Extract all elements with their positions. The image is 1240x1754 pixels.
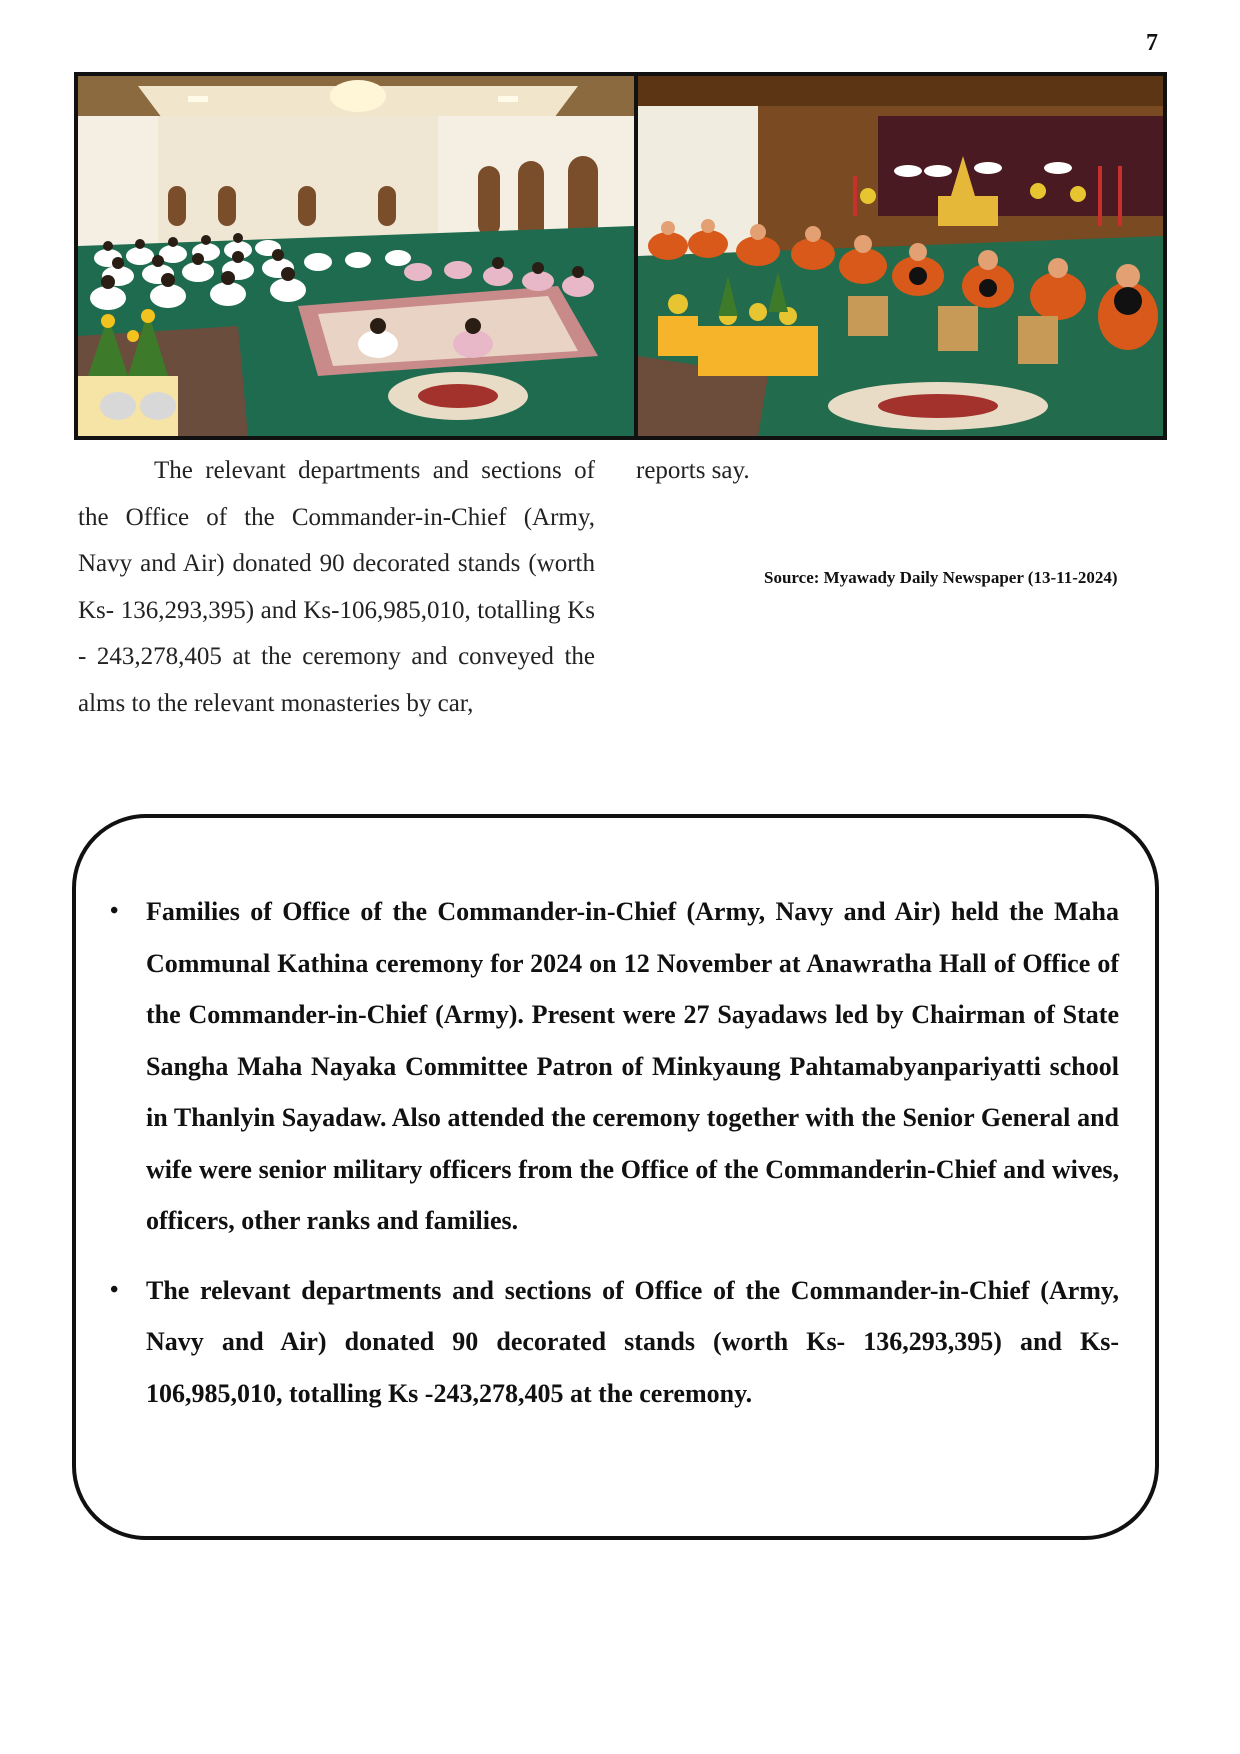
summary-text: Families of Office of the Commander-in-Chief (Army, Navy and Air) held the Maha Communal Kathina ceremony for 2024 on 12 November at Anawratha Hall of Office of the Commander-in-Chief (Army). Present were 27 Sayadaws led by Chairman of State Sangha Maha Nayaka Committee Patron of Minkyaung Pahtamabyanpariyatti school in Thanlyin Sayadaw. Also attended the ceremony together with the Senior General and wife were senior military officers from the Office of the Commanderin-Chief and wives, officers, other ranks and families. xyxy=(146,897,1119,1235)
ceremony-hall-photo xyxy=(78,76,634,436)
ceremony-hall-image xyxy=(78,76,634,436)
summary-box xyxy=(72,814,1159,1540)
source-credit: Source: Myawady Daily Newspaper (13-11-2024) xyxy=(764,568,1118,587)
page-number: 7 xyxy=(1146,30,1158,56)
article-paragraph: The relevant departments and sections of the Office of the Commander-in-Chief (Army, Navy and Air) donated 90 decorated stands (worth Ks- 136,293,395) and Ks-106,985,010, totalling Ks - 243,278,405 at the ceremony and conveyed the alms to the relevant monasteries by car, xyxy=(78,457,595,717)
summary-item xyxy=(76,1265,1155,1420)
summary-list xyxy=(76,886,1155,1437)
bullet-icon: • xyxy=(110,1276,119,1303)
photo-strip xyxy=(74,72,1167,440)
article-right-column xyxy=(636,448,1106,495)
article-continuation: reports say. xyxy=(636,457,750,484)
sayadaws-image xyxy=(638,76,1163,436)
bullet-icon: • xyxy=(110,898,119,924)
summary-text: The relevant departments and sections of Office of the Commander-in-Chief (Army, Navy and Air) donated 90 decorated stands (worth Ks- 136,293,395) and Ks-106,985,010, totalling Ks -243,278,405 at the ceremony. xyxy=(146,1275,1119,1408)
article-left-column xyxy=(78,448,595,727)
summary-item xyxy=(76,886,1155,1247)
sayadaws-photo xyxy=(638,76,1163,436)
